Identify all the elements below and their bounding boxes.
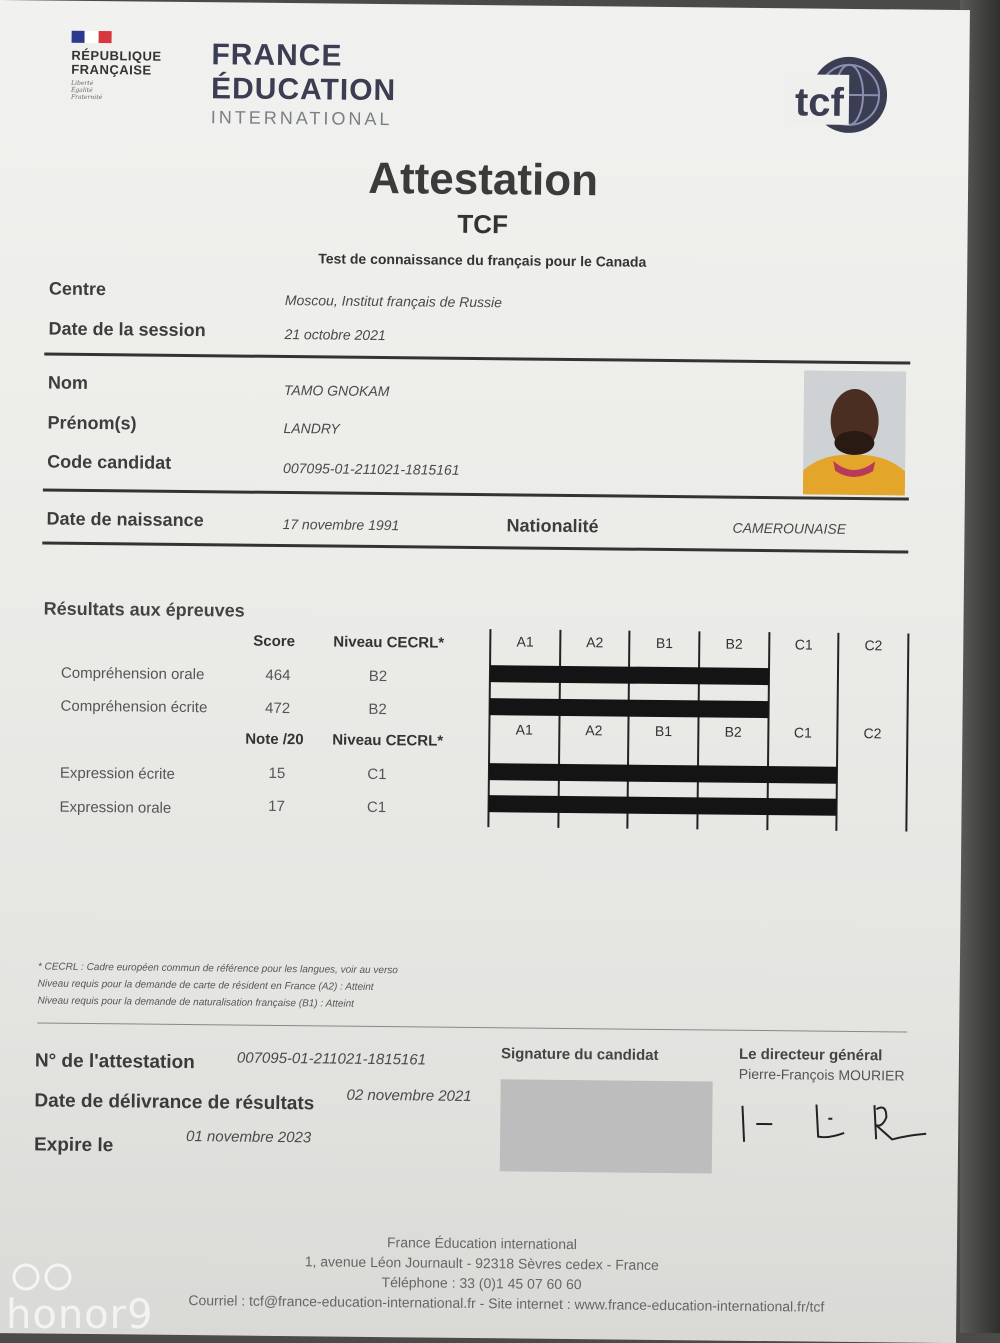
result-row-label: Expression orale [59,798,172,817]
level-header-a2: A2 [586,634,604,651]
level-header-a1: A1 [515,721,533,738]
level-header-a2: A2 [585,722,603,739]
director-label: Le directeur général [738,1045,883,1065]
level-header-c1: C1 [793,724,812,741]
expiry-label: Expire le [33,1134,114,1157]
candidate-signature-redacted [500,1079,713,1173]
cecrl-level-grid [489,629,908,723]
session-date-label: Date de la session [48,318,206,341]
attestation-number-label: N° de l'attestation [34,1050,195,1074]
level-header-b2: B2 [725,635,743,652]
prenom-label: Prénom(s) [47,412,137,434]
code-label: Code candidat [47,451,172,473]
cecrl-notes: * CECRL : Cadre européen commun de référence pour les langues, voir au verso Niveau requis pour la demande de carte de résident en France (A2) : Atteint Niveau requis pour la demande de naturalisation française (B1) : Atteint [37,961,398,1010]
result-row-label: Compréhension écrite [60,697,208,717]
attestation-number-value: 007095-01-211021-1815161 [236,1049,427,1069]
director-signature [736,1098,937,1150]
result-row-score: 472 [264,699,291,718]
cecrl-level-grid [488,717,907,831]
result-row-score: 464 [265,666,291,685]
footer-org: France Éducation international [386,1234,578,1253]
republic-motto: Liberté Égalité Fraternité [70,79,103,102]
nationality-value: CAMEROUNAISE [732,519,847,537]
centre-label: Centre [48,278,107,300]
divider [37,1022,907,1032]
result-row-score: 15 [268,764,286,783]
footer-address: 1, avenue Léon Journault - 92318 Sèvres cedex - France [304,1253,659,1273]
level-bar [490,698,769,718]
candidate-photo [803,370,906,495]
col-level-header: Niveau CECRL* [332,731,444,750]
nom-value: TAMO GNOKAM [283,381,390,400]
grid-line [906,634,909,724]
result-row-level: C1 [366,798,387,817]
nationality-label: Nationalité [506,515,599,537]
document-subtitle: TCF [457,208,509,240]
result-row-label: Expression écrite [59,764,176,783]
code-value: 007095-01-211021-1815161 [283,459,460,478]
divider [44,352,910,364]
test-name: Test de connaissance du français pour le Canada [318,250,647,270]
footer-contact: Courriel : tcf@france-education-international.fr - Site internet : www.france-education-international.fr/tcf [188,1292,825,1315]
col-note-header: Note /20 [245,730,304,749]
french-flag-icon [72,31,112,43]
birth-label: Date de naissance [46,508,204,531]
level-header-b1: B1 [654,722,673,740]
tcf-logo-text: tcf [794,80,845,125]
level-header-a1: A1 [516,633,534,650]
expiry-value: 01 novembre 2023 [186,1128,312,1147]
delivery-date-label: Date de délivrance de résultats [34,1090,315,1115]
delivery-date-value: 02 novembre 2021 [346,1086,472,1105]
col-level-header: Niveau CECRL* [333,633,445,652]
result-row-score: 17 [268,797,286,816]
result-row-level: C1 [367,765,387,784]
col-score-header: Score [253,632,296,651]
result-row-level: B2 [368,667,388,686]
session-date-value: 21 octobre 2021 [284,325,386,344]
footer-phone: Téléphone : 33 (0)1 45 07 60 60 [381,1274,582,1293]
france-education-international-logo: FRANCE ÉDUCATION INTERNATIONAL [210,38,397,130]
divider [42,541,908,553]
centre-value: Moscou, Institut français de Russie [284,292,503,311]
grid-line [905,722,908,832]
divider [43,488,909,500]
level-bar [489,763,837,784]
level-header-c2: C2 [864,637,883,654]
level-bar [489,795,837,816]
document-title: Attestation [368,153,599,206]
level-header-c1: C1 [794,636,813,653]
nom-label: Nom [47,372,89,393]
birth-value: 17 novembre 1991 [282,515,400,534]
level-header-b2: B2 [724,723,742,740]
camera-brand-text: honor9 [6,1292,154,1338]
republic-line2: FRANÇAISE [71,61,152,78]
candidate-signature-label: Signature du candidat [500,1045,659,1064]
grid-line [837,633,840,723]
republic-line1: RÉPUBLIQUE [71,47,162,64]
republique-francaise-logo [71,31,182,102]
prenom-value: LANDRY [283,419,340,437]
result-row-level: B2 [368,700,387,719]
tcf-logo [787,54,892,135]
level-bar [490,665,769,685]
camera-watermark [6,1262,154,1338]
level-header-c2: C2 [863,725,882,742]
director-name: Pierre-François MOURIER [738,1065,905,1084]
results-title: Résultats aux épreuves [43,598,245,621]
level-header-b1: B1 [655,634,674,652]
camera-lens-icon [6,1262,86,1292]
result-row-label: Compréhension orale [60,664,205,684]
